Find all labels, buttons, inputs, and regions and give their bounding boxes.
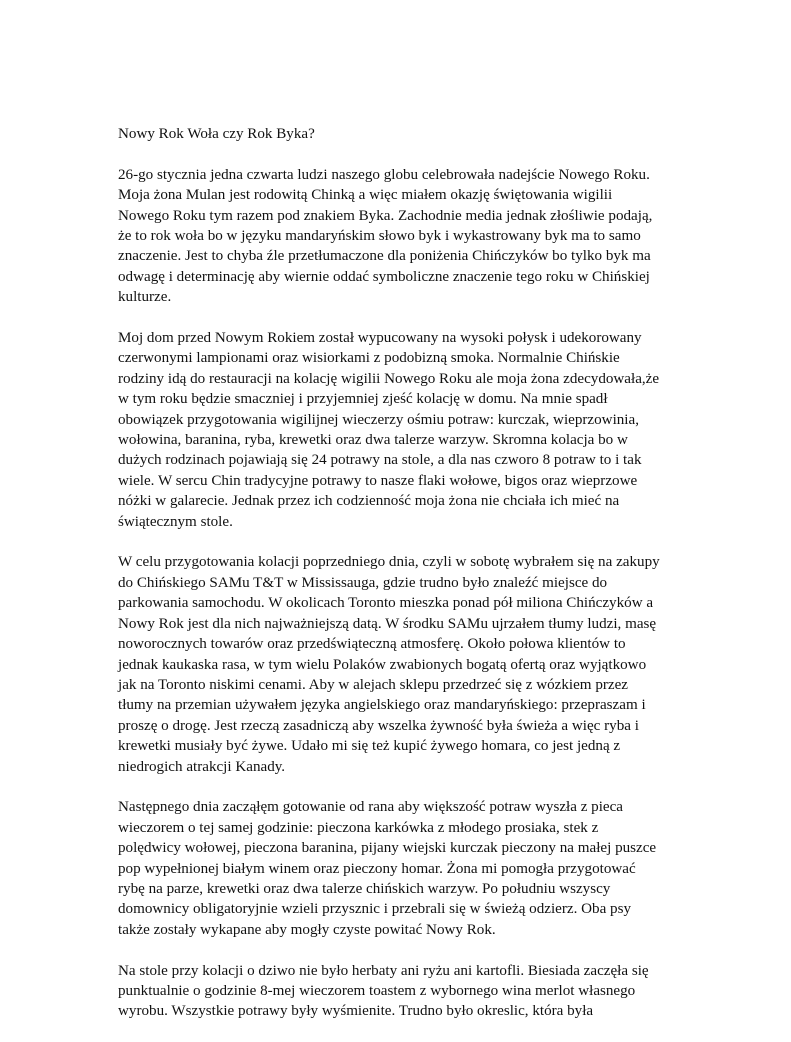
text-line: wołowina, baranina, ryba, krewetki oraz dwa talerze warzyw. Skromna kolacja bo w [118,432,628,449]
text-line: czerwonymi lampionami oraz wisiorkami z podobizną smoka. Normalnie Chińskie [118,350,620,367]
text-line: Na stole przy kolacji o dziwo nie było herbaty ani ryżu ani kartofli. Biesiada zaczęła się [118,962,649,979]
text-line: noworocznych towarów oraz przedświąteczną atmosferę. Około połowa klientów to [118,636,626,653]
text-line: dużych rodzinach pojawiają się 24 potrawy na stole, a dla nas czworo 8 potraw to i tak [118,452,642,469]
text-line: znaczenie. Jest to chyba źle przetłumaczone dla poniżenia Chińczyków bo tylko byk ma [118,248,651,265]
text-line: 26-go stycznia jedna czwarta ludzi naszego globu celebrowała nadejście Nowego Roku. [118,166,650,183]
text-line: Moja żona Mulan jest rodowitą Chinką a więc miałem okazję świętowania wigilii [118,187,613,204]
text-line: krewetki musiały być żywe. Udało mi się też kupić żywego homara, co jest jedną z [118,738,621,755]
document-title: Nowy Rok Woła czy Rok Byka? [118,126,315,142]
text-line: Moj dom przed Nowym Rokiem został wypucowany na wysoki połysk i udekorowany [118,330,642,347]
text-line: obowiązek przygotowania wigilijnej wieczerzy ośmiu potraw: kurczak, wieprzowinia, [118,411,639,428]
paragraph-list [118,165,678,1022]
paragraph [118,165,678,308]
text-line: domownicy obligatoryjnie wzieli przysznic i przebrali się w świeżą odzierz. Oba psy [118,901,632,918]
text-line: proszę o drogę. Jest rzeczą zasadniczą aby wszelka żywność była świeża a więc ryba i [118,717,639,734]
text-line: odwagę i determinację aby wiernie oddać symboliczne znaczenie tego roku w Chińskiej [118,268,650,285]
text-line: parkowania samochodu. W okolicach Toronto mieszka ponad pół miliona Chińczyków a [118,595,654,612]
text-line: W celu przygotowania kolacji poprzedniego dnia, czyli w sobotę wybrałem się na zakupy [118,554,660,571]
text-line: punktualnie o godzinie 8-mej wieczorem toastem z wybornego wina merlot własnego [118,982,636,999]
text-line: jak na Toronto niskimi cenami. Aby w alejach sklepu przedrzeć się z wózkiem przez [118,676,628,693]
text-line: w tym roku będzie smaczniej i przyjemniej zjeść kolację w domu. Na mnie spadł [118,391,608,408]
text-line: że to rok woła bo w języku mandaryńskim słowo byk i wykastrowany byk ma to samo [118,228,641,245]
text-line: jednak kaukaska rasa, w tym wielu Polaków zwabionych bogatą ofertą oraz wyjątkowo [118,656,647,673]
text-line: także zostały wykapane aby mogły czyste powitać Nowy Rok. [118,921,496,938]
text-line: pop wypełnionej białym winem oraz pieczony homar. Żona mi pomogła przygotować [118,860,636,877]
paragraph [118,797,678,940]
text-line: kulturze. [118,289,172,306]
paragraph [118,552,678,776]
text-line: niedrogich atrakcji Kanady. [118,758,286,775]
text-line: do Chińskiego SAMu T&T w Mississauga, gdzie trudno było znaleźć miejsce do [118,574,608,591]
document-body [118,124,678,1042]
paragraph [118,961,678,1022]
text-line: Nowego Roku tym razem pod znakiem Byka. Zachodnie media jednak złośliwie podają, [118,207,653,224]
text-line: wiele. W sercu Chin tradycyjne potrawy to nasze flaki wołowe, bigos oraz wieprzowe [118,472,638,489]
text-line: tłumy na przemian używałem języka angielskiego oraz mandaryńskiego: przepraszam i [118,697,646,714]
text-line: polędwicy wołowej, pieczona baranina, pijany wiejski kurczak pieczony na małej puszce [118,840,657,857]
text-line: Następnego dnia zacząłęm gotowanie od rana aby większość potraw wyszła z pieca [118,799,624,816]
text-line: nóżki w galarecie. Jednak przez ich codzienność moja żona nie chciała ich mieć na [118,493,620,510]
text-line: rodziny idą do restauracji na kolację wigilii Nowego Roku ale moja żona zdecydowała,że [118,370,660,387]
text-line: świątecznym stole. [118,513,233,530]
text-line: Nowy Rok jest dla nich najważniejszą datą. W środku SAMu ujrzałem tłumy ludzi, masę [118,615,657,632]
paragraph [118,328,678,532]
text-line: wieczorem o tej samej godzinie: pieczona karkówka z młodego prosiaka, stek z [118,819,599,836]
text-line: rybę na parze, krewetki oraz dwa talerze chińskich warzyw. Po południu wszyscy [118,880,611,897]
text-line: wyrobu. Wszystkie potrawy były wyśmienite. Trudno było okreslic, która była [118,1003,594,1020]
